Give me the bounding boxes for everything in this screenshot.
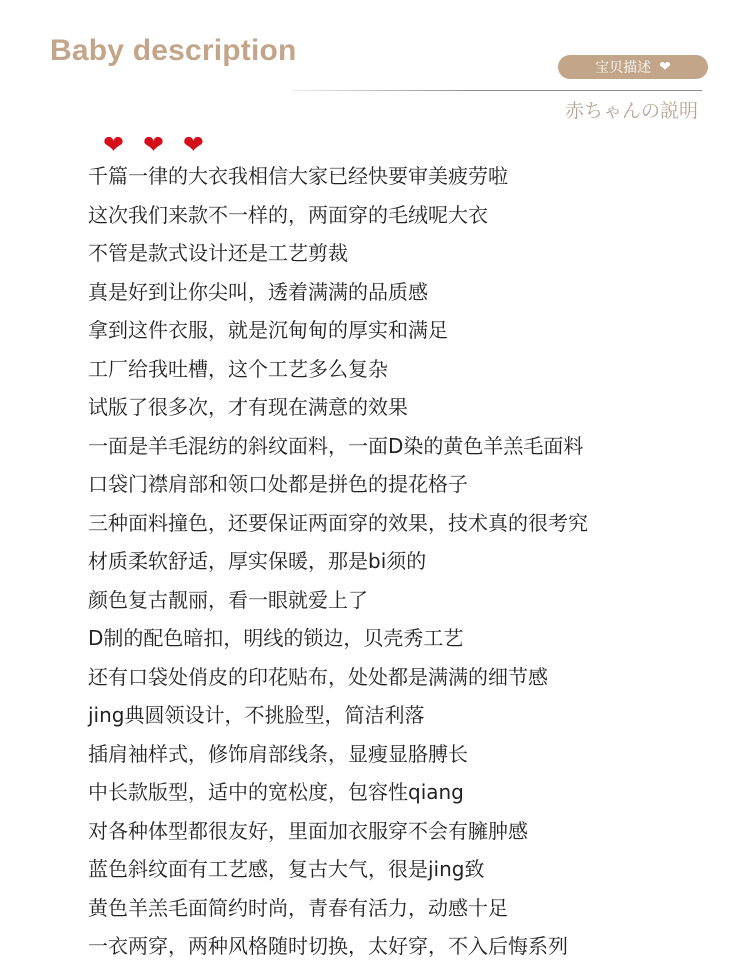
description-line: 试版了很多次，才有现在满意的效果 (88, 395, 408, 419)
description-line: jing典圆领设计，不挑脸型，简洁利落 (88, 703, 425, 727)
decorative-hearts (103, 132, 204, 157)
description-line: 三种面料撞色，还要保证两面穿的效果，技术真的很考究 (88, 510, 588, 535)
badge-label: 宝贝描述 (595, 60, 652, 76)
heart-icon: ❤ (103, 130, 124, 159)
description-line: 口袋门襟肩部和领口处都是拼色的提花格子 (88, 472, 468, 496)
description-line: 千篇一律的大衣我相信大家已经快要审美疲劳啦 (88, 164, 508, 188)
description-line: 对各种体型都很友好，里面加衣服穿不会有臃肿感 (88, 818, 528, 843)
description-line: 一衣两穿，两种风格随时切换，太好穿，不入后悔系列 (88, 934, 568, 958)
description-line: 不管是款式设计还是工艺剪裁 (88, 241, 348, 265)
description-line: 工厂给我吐槽，这个工艺多么复杂 (88, 356, 388, 381)
page-title: Baby description (50, 34, 297, 67)
description-line: 蓝色斜纹面有工艺感，复古大气，很是jing致 (88, 857, 485, 881)
description-line: 真是好到让你尖叫，透着满满的品质感 (88, 279, 428, 304)
description-line: D制的配色暗扣，明线的锁边，贝壳秀工艺 (88, 626, 464, 650)
header-divider (292, 90, 702, 91)
description-line: 插肩袖样式，修饰肩部线条，显瘦显胳膊长 (88, 741, 468, 766)
page-subtitle-jp: 赤ちゃんの説明 (564, 100, 698, 122)
section-badge (558, 55, 708, 79)
description-line: 黄色羊羔毛面简约时尚，青春有活力，动感十足 (88, 895, 508, 920)
description-line: 这次我们来款不一样的，两面穿的毛绒呢大衣 (88, 202, 488, 227)
heart-icon: ❤ (659, 59, 671, 75)
heart-icon: ❤ (142, 130, 164, 159)
description-line: 一面是羊毛混纺的斜纹面料，一面D染的黄色羊羔毛面料 (88, 433, 584, 458)
description-line: 材质柔软舒适，厚实保暖，那是bi须的 (88, 549, 427, 573)
description-line: 中长款版型，适中的宽松度，包容性qiang (88, 780, 464, 804)
description-line: 拿到这件衣服，就是沉甸甸的厚实和满足 (88, 318, 448, 342)
heart-icon: ❤ (182, 130, 204, 159)
description-line: 颜色复古靓丽，看一眼就爱上了 (88, 587, 368, 612)
description-line: 还有口袋处俏皮的印花贴布，处处都是满满的细节感 (88, 664, 548, 689)
description-list (88, 160, 728, 969)
